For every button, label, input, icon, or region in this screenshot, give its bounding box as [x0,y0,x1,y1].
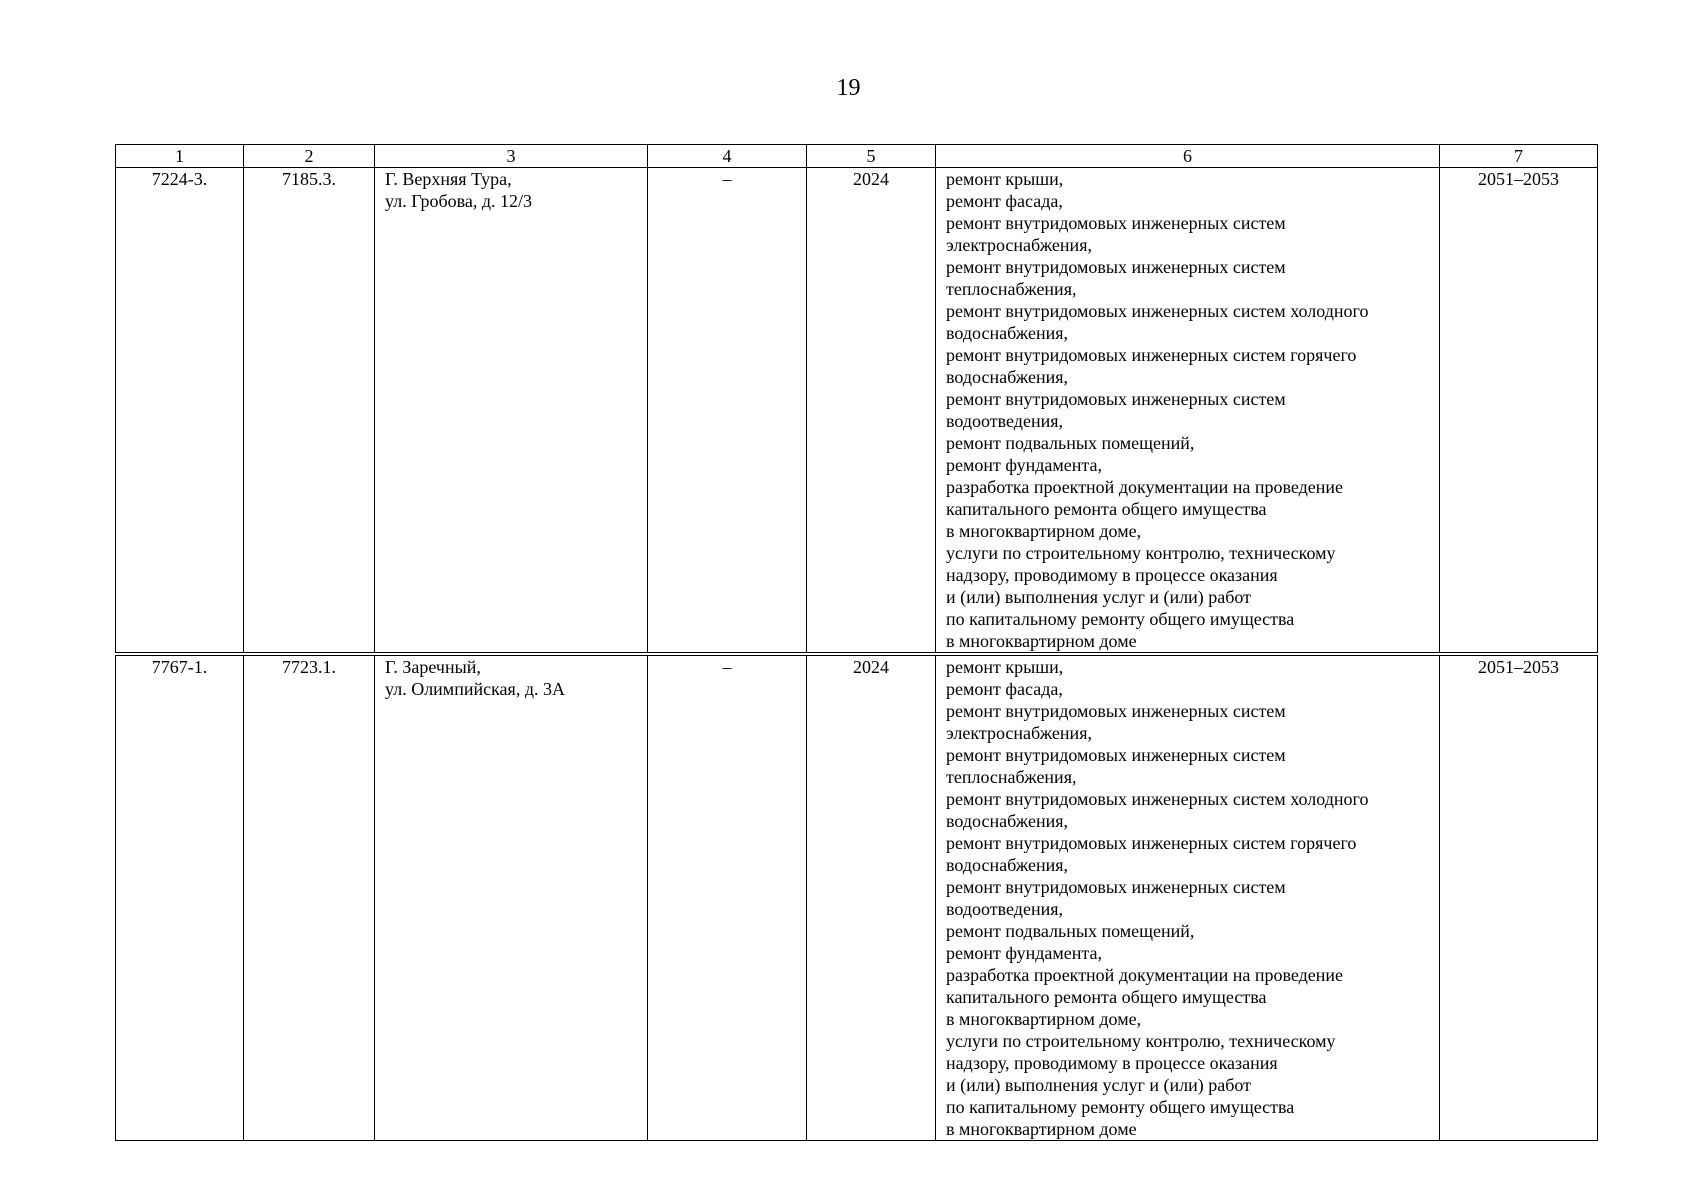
column-header: 6 [936,145,1440,168]
table-row [116,168,1598,655]
year-cell: 2024 [807,654,936,1141]
work-item: теплоснабжения, [946,279,1077,299]
address-line: ул. Олимпийская, д. 3А [385,679,565,699]
work-item: теплоснабжения, [946,767,1077,787]
work-item: и (или) выполнения услуг и (или) работ [946,1075,1252,1095]
row-number-cell: 7224-3. [116,168,244,655]
address-cell [375,168,648,655]
work-item: водоснабжения, [946,811,1069,831]
work-item: ремонт внутридомовых инженерных систем [946,389,1286,409]
work-item: ремонт фундамента, [946,943,1102,963]
work-item: надзору, проводимому в процессе оказания [946,565,1278,585]
period-cell: 2051–2053 [1440,654,1598,1141]
work-item: ремонт фасада, [946,679,1063,699]
work-item: водоснабжения, [946,323,1069,343]
work-item: водоснабжения, [946,855,1069,875]
address-line: Г. Верхняя Тура, [385,169,512,189]
row-number-cell: 7767-1. [116,654,244,1141]
work-item: водоснабжения, [946,367,1069,387]
year-cell: 2024 [807,168,936,655]
work-item: ремонт внутридомовых инженерных систем [946,213,1286,233]
work-item: в многоквартирном доме [946,631,1137,651]
work-item: в многоквартирном доме [946,1119,1137,1139]
work-item: ремонт внутридомовых инженерных систем горячего [946,833,1357,853]
header-row [116,145,1598,168]
work-item: ремонт внутридомовых инженерных систем горячего [946,345,1357,365]
work-item: услуги по строительному контролю, техническому [946,543,1336,563]
column-4-cell: – [648,654,807,1141]
work-item: в многоквартирном доме, [946,521,1142,541]
work-item: ремонт крыши, [946,169,1064,189]
column-header: 7 [1440,145,1598,168]
work-item: электроснабжения, [946,723,1092,743]
work-item: и (или) выполнения услуг и (или) работ [946,587,1252,607]
work-item: ремонт внутридомовых инженерных систем холодного [946,301,1369,321]
work-item: ремонт подвальных помещений, [946,433,1195,453]
period-cell: 2051–2053 [1440,168,1598,655]
page-number: 19 [836,75,861,101]
work-item: в многоквартирном доме, [946,1009,1142,1029]
work-item: надзору, проводимому в процессе оказания [946,1053,1278,1073]
row-ref-number-cell: 7723.1. [244,654,375,1141]
address-cell [375,654,648,1141]
column-header: 4 [648,145,807,168]
work-item: по капитальному ремонту общего имущества [946,1097,1295,1117]
work-item: ремонт крыши, [946,657,1064,677]
work-item: разработка проектной документации на проведение [946,477,1344,497]
column-header: 3 [375,145,648,168]
work-item: ремонт внутридомовых инженерных систем [946,701,1286,721]
work-item: ремонт подвальных помещений, [946,921,1195,941]
column-header: 5 [807,145,936,168]
work-item: водоотведения, [946,411,1063,431]
column-header: 1 [116,145,244,168]
work-item: ремонт внутридомовых инженерных систем [946,745,1286,765]
table-row [116,654,1598,1141]
works-table [115,144,1598,1141]
row-ref-number-cell: 7185.3. [244,168,375,655]
work-item: капитального ремонта общего имущества [946,987,1267,1007]
work-item: ремонт внутридомовых инженерных систем [946,257,1286,277]
work-item: ремонт внутридомовых инженерных систем холодного [946,789,1369,809]
address-line: Г. Заречный, [385,657,481,677]
work-item: электроснабжения, [946,235,1092,255]
work-item: капитального ремонта общего имущества [946,499,1267,519]
work-item: ремонт внутридомовых инженерных систем [946,877,1286,897]
column-4-cell: – [648,168,807,655]
work-item: услуги по строительному контролю, техническому [946,1031,1336,1051]
work-item: по капитальному ремонту общего имущества [946,609,1295,629]
work-item: ремонт фасада, [946,191,1063,211]
work-item: разработка проектной документации на проведение [946,965,1344,985]
work-item: водоотведения, [946,899,1063,919]
works-list-cell [936,654,1440,1141]
column-header: 2 [244,145,375,168]
address-line: ул. Гробова, д. 12/3 [385,191,533,211]
works-list-cell [936,168,1440,655]
work-item: ремонт фундамента, [946,455,1102,475]
